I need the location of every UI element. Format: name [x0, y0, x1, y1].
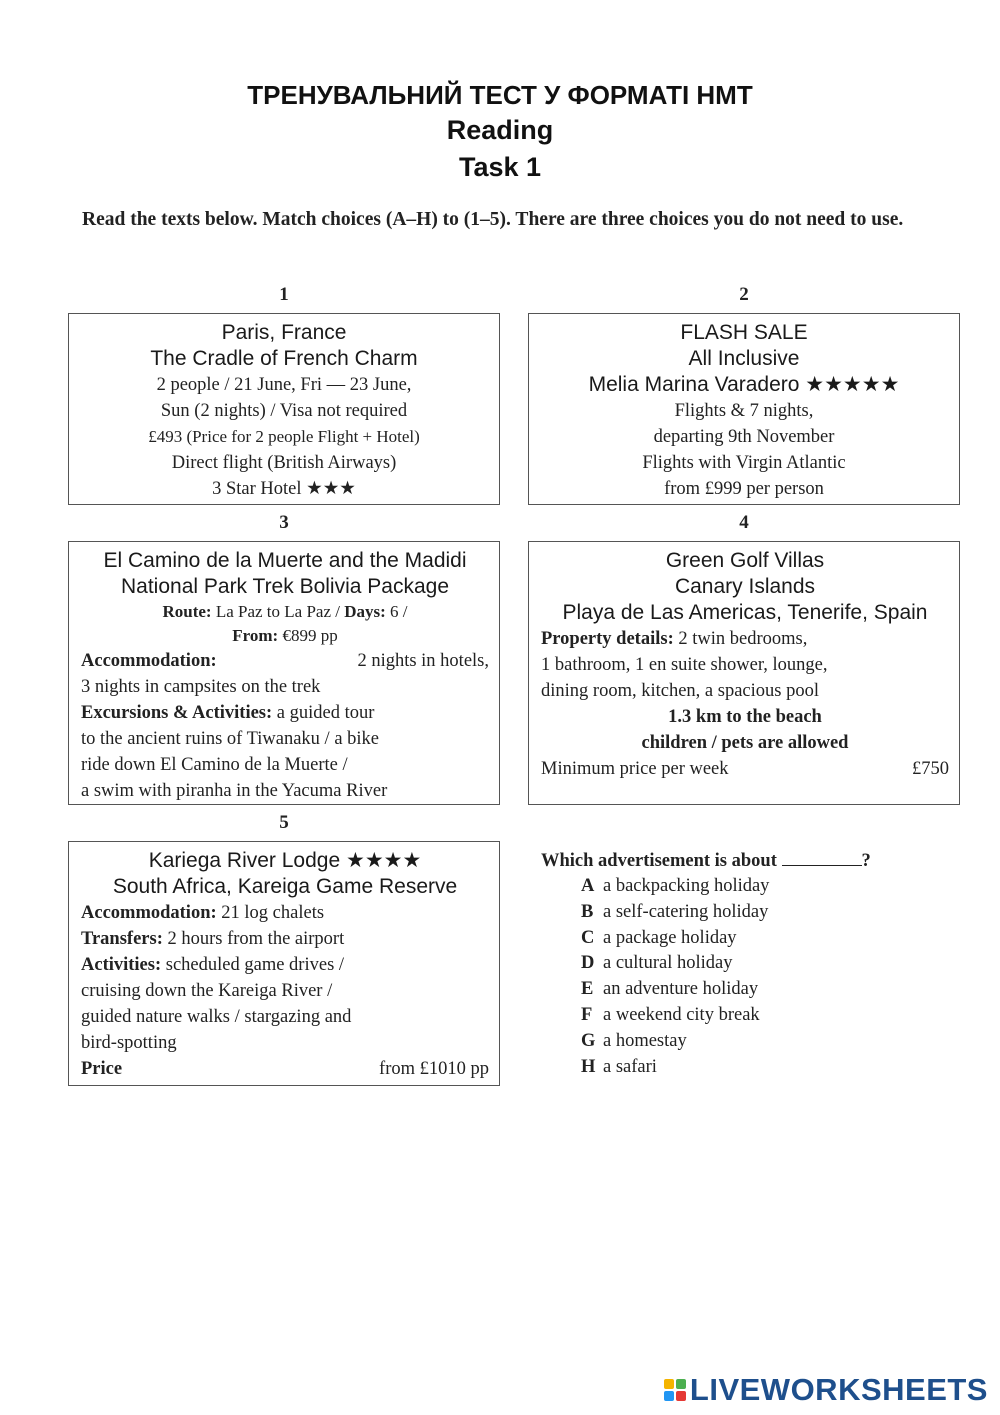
- option-letter: G: [581, 1030, 596, 1051]
- liveworksheets-logo-icon: [664, 1379, 686, 1401]
- ad5-act-label: Activities:: [81, 955, 162, 975]
- option-text: a weekend city break: [603, 1004, 760, 1025]
- ad4-price-row: [541, 756, 949, 782]
- ad4-prop-label: Property details:: [541, 629, 674, 649]
- ad4-title-villas: Green Golf Villas: [665, 549, 825, 572]
- ad3-exc-value2: to the ancient ruins of Tiwanaku / a bike: [81, 729, 380, 749]
- option-text: a self-catering holiday: [603, 901, 769, 922]
- option-g: [541, 1029, 961, 1055]
- ad2-title-hotel: Melia Marina Varadero ★★★★★: [588, 373, 900, 396]
- option-letter: F: [581, 1004, 593, 1025]
- task-heading: Task 1: [458, 152, 542, 182]
- ad4-prop-value3: dining room, kitchen, a spacious pool: [541, 681, 819, 701]
- option-letter: D: [581, 953, 595, 974]
- option-a: [541, 874, 961, 900]
- ad5-accommodation: [81, 900, 489, 926]
- ad3-title-line1: El Camino de la Muerte and the Madidi: [103, 549, 467, 572]
- ad-number-5: 5: [279, 812, 289, 833]
- ad5-title-location: South Africa, Kareiga Game Reserve: [112, 875, 458, 898]
- ad4-price-label: Minimum price per week: [541, 759, 729, 779]
- ad5-act-value2: cruising down the Kareiga River /: [81, 981, 333, 1001]
- question-text: Which advertisement is about: [541, 851, 777, 871]
- ad3-exc-label: Excursions & Activities:: [81, 703, 273, 723]
- ad1-hotel-rating: 3 Star Hotel ★★★: [212, 479, 356, 499]
- ad5-price-label: Price: [81, 1059, 123, 1079]
- ad2-flights-nights: Flights & 7 nights,: [674, 401, 814, 421]
- ad3-exc-value3: ride down El Camino de la Muerte /: [81, 755, 348, 775]
- ad3-route-label: Route:: [162, 602, 212, 621]
- ad5-accom-label: Accommodation:: [81, 903, 217, 923]
- option-f: [541, 1003, 961, 1029]
- ad-number-2: 2: [739, 284, 749, 305]
- ad4-title-islands: Canary Islands: [674, 575, 816, 598]
- ad3-exc-value4: a swim with piranha in the Yacuma River: [81, 781, 388, 801]
- ad3-days-label: Days:: [344, 602, 386, 621]
- ad5-price-value: from £1010 pp: [379, 1059, 489, 1079]
- ad3-accom-label: Accommodation:: [81, 651, 217, 671]
- ad3-from-value: €899 pp: [282, 626, 338, 645]
- ad-number-3: 3: [279, 512, 289, 533]
- ad4-price-value: £750: [912, 759, 949, 779]
- option-b: [541, 900, 961, 926]
- ad5-act-value4: bird-spotting: [81, 1033, 177, 1053]
- option-letter: E: [581, 979, 594, 1000]
- ad2-title-inclusive: All Inclusive: [688, 347, 800, 370]
- option-letter: A: [581, 876, 595, 896]
- worksheet-title: ТРЕНУВАЛЬНИЙ ТЕСТ У ФОРМАТІ НМТ: [247, 80, 753, 110]
- option-text: a safari: [603, 1056, 657, 1077]
- ad3-route-days: [81, 600, 489, 624]
- ad1-flight: Direct flight (British Airways): [171, 453, 397, 473]
- ad-number-4: 4: [739, 512, 749, 533]
- ad1-dates: 2 people / 21 June, Fri — 23 June,: [156, 375, 412, 395]
- ad3-from-label: From:: [232, 626, 279, 645]
- option-text: a homestay: [603, 1030, 687, 1051]
- ad3-from: [81, 624, 489, 648]
- option-text: a backpacking holiday: [603, 876, 770, 896]
- ad5-transfers-value: 2 hours from the airport: [167, 929, 345, 949]
- ad1-title-tagline: The Cradle of French Charm: [150, 347, 418, 370]
- ad5-transfers: [81, 926, 489, 952]
- choices-list: [541, 848, 961, 1080]
- ad4-prop-value1: 2 twin bedrooms,: [678, 629, 808, 649]
- option-c: [541, 926, 961, 952]
- ad4-title-location: Playa de Las Americas, Tenerife, Spain: [562, 601, 928, 624]
- ad4-beach: 1.3 km to the beach: [668, 707, 822, 727]
- logo-text: LIVEWORKSHEETS: [689, 1372, 988, 1407]
- option-letter: B: [581, 901, 594, 922]
- ad5-activities: [81, 952, 489, 978]
- ad3-title-line2: National Park Trek Bolivia Package: [121, 575, 449, 598]
- ad2-title-sale: FLASH SALE: [680, 321, 808, 344]
- advertisement-2: [528, 313, 960, 505]
- ad1-nights-visa: Sun (2 nights) / Visa not required: [160, 401, 408, 421]
- ad3-route-value: La Paz to La Paz /: [215, 602, 340, 621]
- ad5-price-row: [81, 1056, 489, 1082]
- advertisement-1: [68, 313, 500, 505]
- instruction-text: Read the texts below. Match choices (A–H) to (1–5). There are three choices you do not need to use.: [82, 209, 904, 230]
- ad3-accom-value1: 2 nights in hotels,: [357, 651, 489, 671]
- ad5-title-lodge: Kariega River Lodge ★★★★: [148, 849, 422, 872]
- option-d: [541, 951, 961, 977]
- ad3-accommodation: [81, 648, 489, 674]
- ad1-price: £493 (Price for 2 people Flight + Hotel): [148, 427, 420, 446]
- advertisement-3: [68, 541, 500, 805]
- ad4-pets: children / pets are allowed: [641, 733, 849, 753]
- ad3-days-value: 6 /: [390, 602, 408, 621]
- ad3-exc-value1: a guided tour: [276, 703, 375, 723]
- subject-heading: Reading: [446, 115, 554, 145]
- advertisement-4: [528, 541, 960, 805]
- ad3-excursions: [81, 700, 489, 726]
- ad5-accom-value: 21 log chalets: [221, 903, 325, 923]
- ad5-act-value1: scheduled game drives /: [165, 955, 345, 975]
- ad5-transfers-label: Transfers:: [81, 929, 163, 949]
- ad3-accom-value2: 3 nights in campsites on the trek: [81, 677, 321, 697]
- ad4-property: [541, 626, 949, 652]
- ad2-departure: departing 9th November: [653, 427, 835, 447]
- ad4-prop-value2: 1 bathroom, 1 en suite shower, lounge,: [541, 655, 828, 675]
- ad2-airline: Flights with Virgin Atlantic: [642, 453, 846, 473]
- option-text: a cultural holiday: [603, 953, 733, 974]
- option-text: a package holiday: [603, 927, 737, 948]
- option-letter: H: [581, 1056, 596, 1077]
- liveworksheets-logo[interactable]: [664, 1372, 988, 1408]
- advertisement-5: [68, 841, 500, 1086]
- ad-number-1: 1: [279, 284, 289, 305]
- option-h: [541, 1055, 961, 1081]
- question-prompt: [541, 848, 961, 874]
- ad2-price: from £999 per person: [664, 479, 824, 499]
- ad5-act-value3: guided nature walks / stargazing and: [81, 1007, 352, 1027]
- answer-blank[interactable]: [782, 849, 862, 866]
- ad1-title-city: Paris, France: [221, 321, 347, 344]
- question-mark: ?: [861, 851, 871, 871]
- option-text: an adventure holiday: [603, 979, 759, 1000]
- option-letter: C: [581, 927, 595, 948]
- option-e: [541, 977, 961, 1003]
